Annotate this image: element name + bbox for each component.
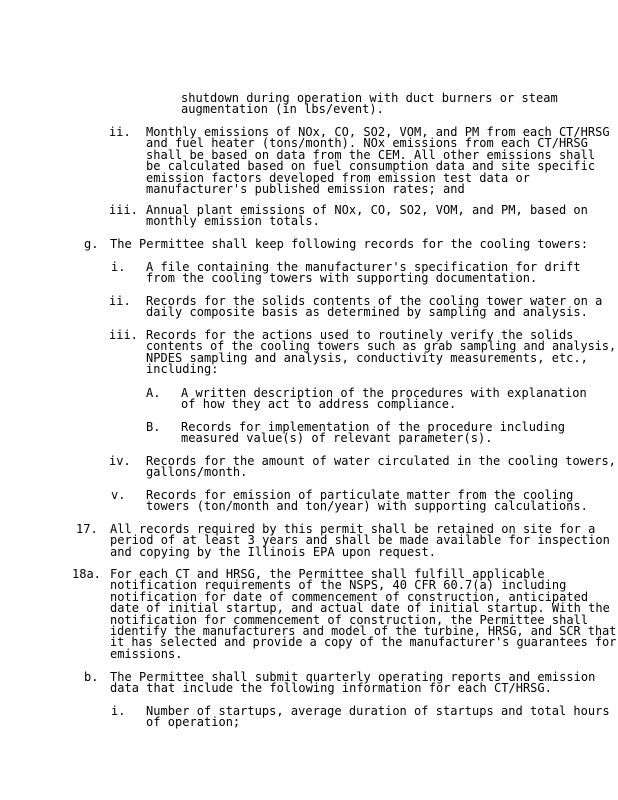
text-line: emission factors developed from emission test data or xyxy=(146,170,530,185)
list-marker: iv. xyxy=(109,454,131,468)
text-line: Annual plant emissions of NOx, CO, SO2, VOM, and PM, based on xyxy=(146,203,588,217)
text-line: The Permittee shall keep following records for the cooling towers: xyxy=(110,237,589,251)
text-line: identify the manufacturers and model of the turbine, HRSG, and SCR that xyxy=(110,624,617,638)
text-line: manufacturer's published emission rates; and xyxy=(146,182,465,196)
text-line: NPDES sampling and analysis, conductivity measurements, etc., xyxy=(146,350,588,365)
text-line: contents of the cooling towers such as grab sampling and analysis, xyxy=(146,339,617,354)
text-line: and fuel heater (tons/month). NOx emissions from each CT/HRSG xyxy=(146,136,588,151)
text-line: measured value(s) of relevant parameter(s). xyxy=(181,431,493,446)
list-marker: 17. xyxy=(76,522,98,536)
text-line: it has selected and provide a copy of the manufacturer's guarantees for xyxy=(110,635,617,650)
list-marker: iii. xyxy=(109,328,138,342)
list-marker: A. xyxy=(146,386,161,400)
text-line: and copying by the Illinois EPA upon request. xyxy=(110,544,437,559)
text-line: gallons/month. xyxy=(146,465,248,480)
text-line: shall be based on data from the CEM. All other emissions shall xyxy=(146,147,596,162)
text-line: notification for date of commencement of construction, anticipated xyxy=(110,589,589,604)
list-marker: g. xyxy=(84,237,99,251)
text-line: period of at least 3 years and shall be made available for inspection xyxy=(110,533,610,548)
list-marker: ii. xyxy=(109,125,131,139)
text-line: Records for implementation of the procedure including xyxy=(181,420,565,434)
text-line: Records for emission of particulate matter from the cooling xyxy=(146,488,574,502)
text-line: including: xyxy=(146,362,219,377)
text-line: of operation; xyxy=(146,715,241,730)
list-marker: i. xyxy=(111,704,126,718)
text-line: A written description of the procedures with explanation xyxy=(181,386,587,400)
text-line: Records for the amount of water circulated in the cooling towers, xyxy=(146,454,616,468)
text-line: shutdown during operation with duct burners or steam xyxy=(181,91,558,105)
text-line: monthly emission totals. xyxy=(146,214,320,229)
text-line: augmentation (in lbs/event). xyxy=(181,102,384,117)
text-line: be calculated based on fuel consumption data and site specific xyxy=(146,159,596,174)
text-line: All records required by this permit shall be retained on site for a xyxy=(110,522,596,536)
list-marker: ii. xyxy=(109,294,131,308)
text-line: Records for the solids contents of the cooling tower water on a xyxy=(146,294,603,308)
text-line: of how they act to address compliance. xyxy=(181,397,457,412)
text-line: date of initial startup, and actual date of initial startup. With the xyxy=(110,601,610,616)
text-line: A file containing the manufacturer's specification for drift xyxy=(146,260,581,274)
text-line: Monthly emissions of NOx, CO, SO2, VOM, and PM from each CT/HRSG xyxy=(146,125,610,139)
text-line: from the cooling towers with supporting documentation. xyxy=(146,271,538,286)
text-line: For each CT and HRSG, the Permittee shall fulfill applicable xyxy=(110,567,545,581)
list-marker: b. xyxy=(84,670,99,684)
list-marker: 18a. xyxy=(72,567,101,581)
text-line: Number of startups, average duration of startups and total hours xyxy=(146,704,610,718)
text-line: data that include the following information for each CT/HRSG. xyxy=(110,681,552,696)
list-marker: v. xyxy=(111,488,126,502)
text-line: Records for the actions used to routinely verify the solids xyxy=(146,328,574,342)
text-line: towers (ton/month and ton/year) with supporting calculations. xyxy=(146,499,588,514)
text-line: notification requirements of the NSPS, 40 CFR 60.7(a) including xyxy=(110,578,567,593)
text-line: emissions. xyxy=(110,646,183,661)
list-marker: B. xyxy=(146,420,161,434)
list-marker: i. xyxy=(111,260,126,274)
text-line: notification for commencement of construction, the Permittee shall xyxy=(110,612,589,627)
list-marker: iii. xyxy=(109,203,138,217)
text-line: The Permittee shall submit quarterly operating reports and emission xyxy=(110,670,596,684)
text-line: daily composite basis as determined by sampling and analysis. xyxy=(146,305,588,320)
